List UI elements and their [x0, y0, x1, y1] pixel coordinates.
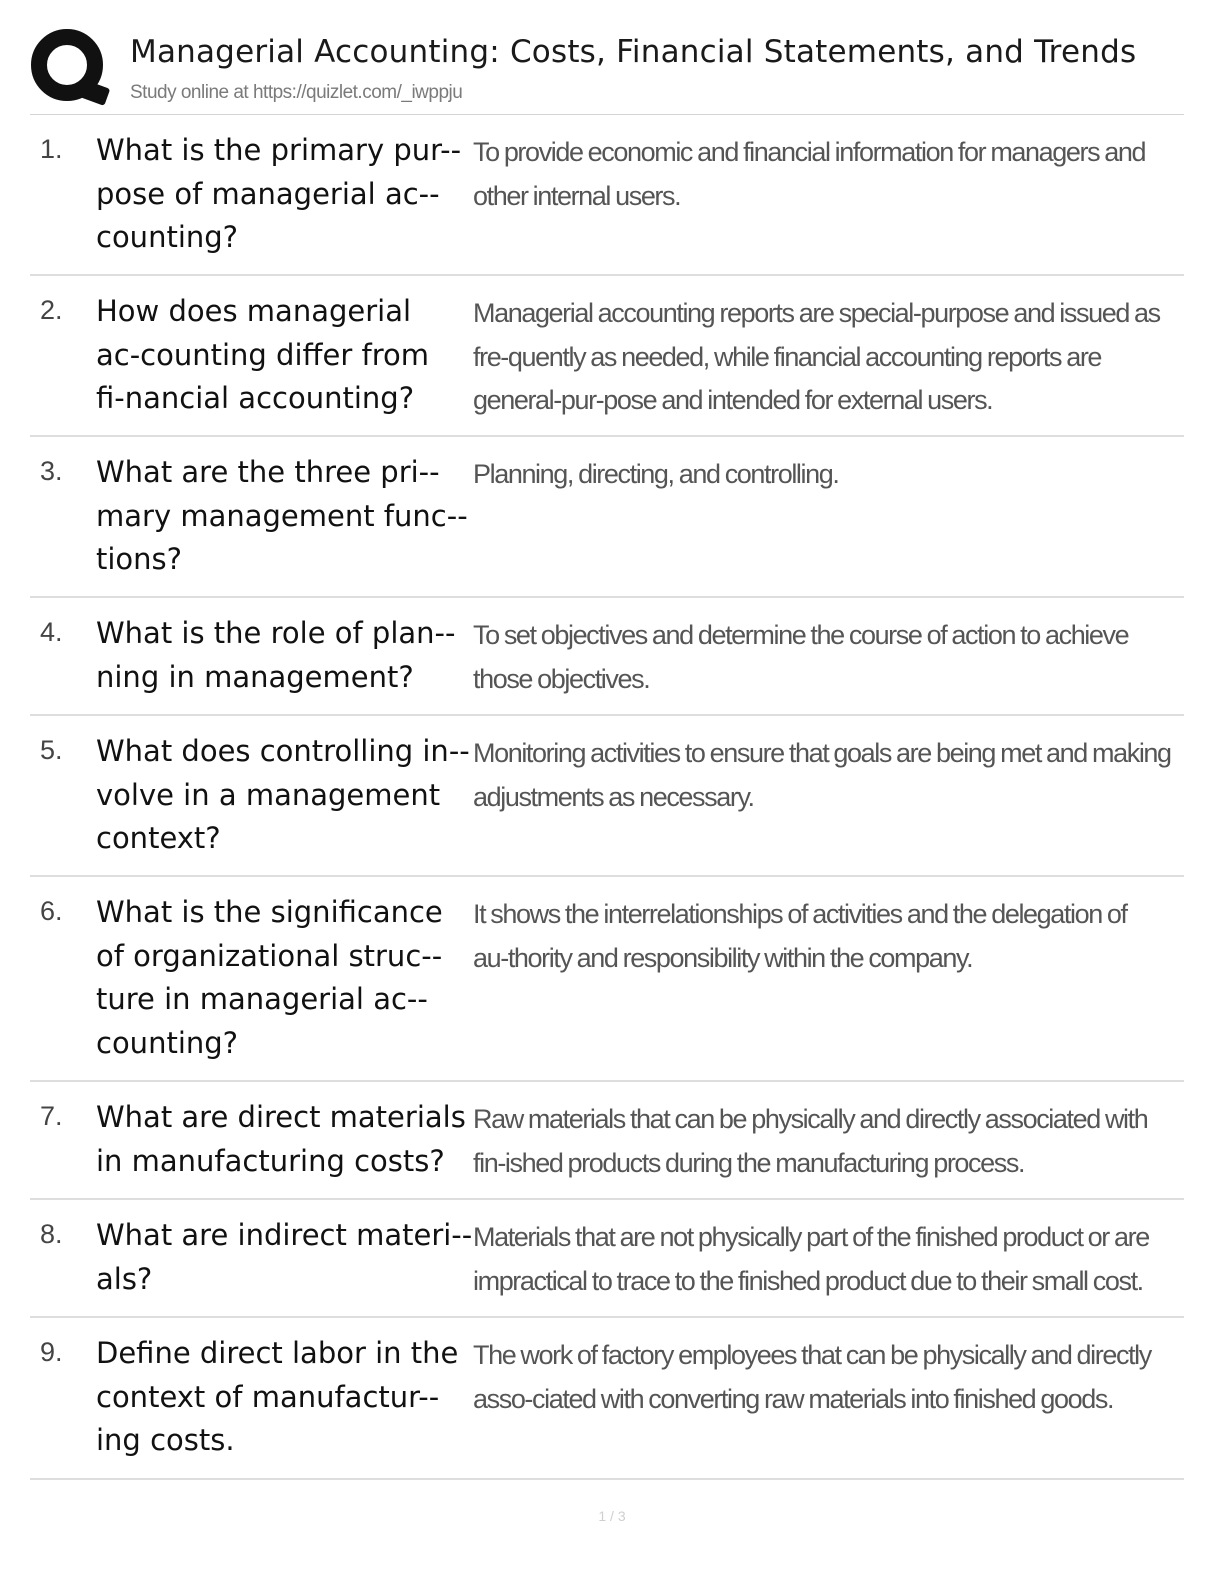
card-definition: Planning, directing, and controlling. — [473, 459, 839, 489]
page-title: Managerial Accounting: Costs, Financial Statements, and Trends — [130, 34, 1137, 70]
card-definition: It shows the interrelationships of activities and the delegation of au-thority and responsibility within the company. — [473, 899, 1127, 973]
flashcard-row — [30, 1200, 1184, 1318]
card-definition: Managerial accounting reports are special-purpose and issued as fre-quently as needed, while financial accounting reports are general-pur-pose and intended for external users. — [473, 298, 1160, 415]
card-number: 6. — [40, 896, 63, 926]
document-header — [30, 28, 1184, 114]
card-number: 7. — [40, 1101, 63, 1131]
flashcard-row — [30, 1318, 1184, 1480]
page-number: 1 / 3 — [598, 1508, 626, 1524]
card-term: What are the three pri-mary management func-tions? — [96, 455, 468, 576]
card-definition: The work of factory employees that can be physically and directly asso-ciated with converting raw materials into finished goods. — [473, 1340, 1151, 1414]
flashcard-row — [30, 437, 1184, 598]
card-term: What are indirect materi-als? — [96, 1218, 473, 1296]
card-definition: To set objectives and determine the course of action to achieve those objectives. — [473, 620, 1129, 694]
card-term: What are direct materials in manufacturing costs? — [96, 1100, 466, 1178]
flashcard-row — [30, 276, 1184, 437]
card-definition: Raw materials that can be physically and directly associated with fin-ished products during the manufacturing process. — [473, 1104, 1148, 1178]
flashcard-row — [30, 716, 1184, 877]
card-number: 9. — [40, 1337, 63, 1367]
card-term: Define direct labor in the context of manufactur-ing costs. — [96, 1336, 459, 1457]
card-term: How does managerial ac-counting differ from fi-nancial accounting? — [96, 294, 429, 415]
flashcard-list — [30, 115, 1184, 1480]
card-term: What does controlling in-volve in a management context? — [96, 734, 470, 855]
card-number: 2. — [40, 295, 63, 325]
card-definition: Monitoring activities to ensure that goals are being met and making adjustments as necessary. — [473, 738, 1171, 812]
card-definition: To provide economic and financial information for managers and other internal users. — [473, 137, 1146, 211]
quizlet-q-logo-icon — [30, 28, 110, 108]
flashcard-row — [30, 1082, 1184, 1200]
flashcard-row — [30, 115, 1184, 276]
card-definition: Materials that are not physically part of the finished product or are impractical to trace to the finished product due to their small cost. — [473, 1222, 1149, 1296]
card-number: 5. — [40, 735, 63, 765]
card-term: What is the significance of organizational struc-ture in managerial ac-counting? — [96, 895, 443, 1060]
card-number: 3. — [40, 456, 63, 486]
card-term: What is the role of plan-ning in management? — [96, 616, 456, 694]
card-term: What is the primary pur-pose of managerial ac-counting? — [96, 133, 462, 254]
card-number: 8. — [40, 1219, 63, 1249]
flashcard-row — [30, 877, 1184, 1082]
flashcard-row — [30, 598, 1184, 716]
card-number: 1. — [40, 134, 63, 164]
study-online-link[interactable]: Study online at https://quizlet.com/_iwppju — [130, 82, 463, 103]
card-number: 4. — [40, 617, 63, 647]
